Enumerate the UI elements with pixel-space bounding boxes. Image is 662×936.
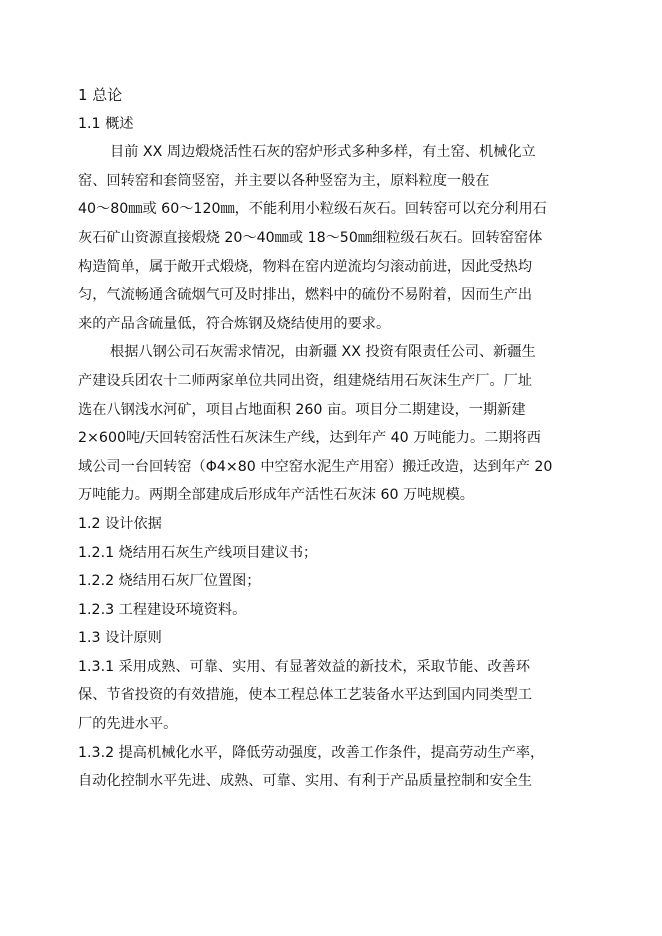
basis-item: 1.2.3 工程建设环境资料。 — [78, 601, 247, 618]
paragraph-line: 保、节省投资的有效措施，使本工程总体工艺装备水平达到国内同类型工 — [78, 687, 533, 704]
paragraph-line: 厂的先进水平。 — [78, 716, 178, 733]
section-heading-principles: 1.3 设计原则 — [78, 630, 162, 647]
paragraph-overview — [78, 141, 586, 335]
document-body — [78, 84, 586, 799]
section-heading-overview: 1.1 概述 — [78, 115, 134, 132]
paragraph-project — [78, 341, 586, 506]
section-heading-basis: 1.2 设计依据 — [78, 515, 162, 532]
paragraph-line: 1.3.1 采用成熟、可靠、实用、有显著效益的新技术，采取节能、改善环 — [78, 658, 531, 675]
paragraph-line: 产建设兵团农十二师两家单位共同出资，组建烧结用石灰沫生产厂。厂址 — [78, 372, 533, 389]
paragraph-line: 选在八钢浅水河矿，项目占地面积 260 亩。项目分二期建设，一期新建 — [78, 401, 526, 418]
paragraph-line: 1.3.2 提高机械化水平，降低劳动强度，改善工作条件，提高劳动生产率， — [78, 744, 545, 761]
paragraph-line: 域公司一台回转窑（Φ4×80 中空窑水泥生产用窑）搬迁改造，达到年产 20 — [78, 458, 553, 475]
principle-item — [78, 656, 586, 735]
paragraph-line: 窑、回转窑和套筒竖窑，并主要以各种竖窑为主，原料粒度一般在 — [78, 172, 490, 189]
paragraph-line: 匀，气流畅通含硫烟气可及时排出，燃料中的硫份不易附着，因而生产出 — [78, 287, 533, 304]
paragraph-line: 灰石矿山资源直接煅烧 20～40㎜或 18～50㎜细粒级石灰石。回转窑窑体 — [78, 229, 543, 246]
paragraph-line: 万吨能力。两期全部建成后形成年产活性石灰沫 60 万吨规模。 — [78, 487, 474, 504]
paragraph-line: 构造简单，属于敞开式煅烧，物料在窑内逆流均匀滚动前进，因此受热均 — [78, 258, 533, 275]
paragraph-line: 目前 XX 周边煅烧活性石灰的窑炉形式多种多样，有土窑、机械化立 — [110, 144, 536, 161]
basis-item: 1.2.1 烧结用石灰生产线项目建议书； — [78, 544, 318, 561]
paragraph-line: 自动化控制水平先进、成熟、可靠、实用、有利于产品质量控制和安全生 — [78, 773, 533, 790]
basis-item: 1.2.2 烧结用石灰厂位置图； — [78, 573, 261, 590]
paragraph-line: 根据八钢公司石灰需求情况，由新疆 XX 投资有限责任公司、新疆生 — [110, 344, 536, 361]
paragraph-line: 2×600吨/天回转窑活性石灰沫生产线，达到年产 40 万吨能力。二期将西 — [78, 430, 541, 447]
chapter-heading: 1 总论 — [78, 86, 123, 104]
paragraph-line: 来的产品含硫量低，符合炼钢及烧结使用的要求。 — [78, 315, 391, 332]
paragraph-line: 40～80㎜或 60～120㎜，不能利用小粒级石灰石。回转窑可以充分利用石 — [78, 201, 547, 218]
principle-item — [78, 742, 586, 793]
